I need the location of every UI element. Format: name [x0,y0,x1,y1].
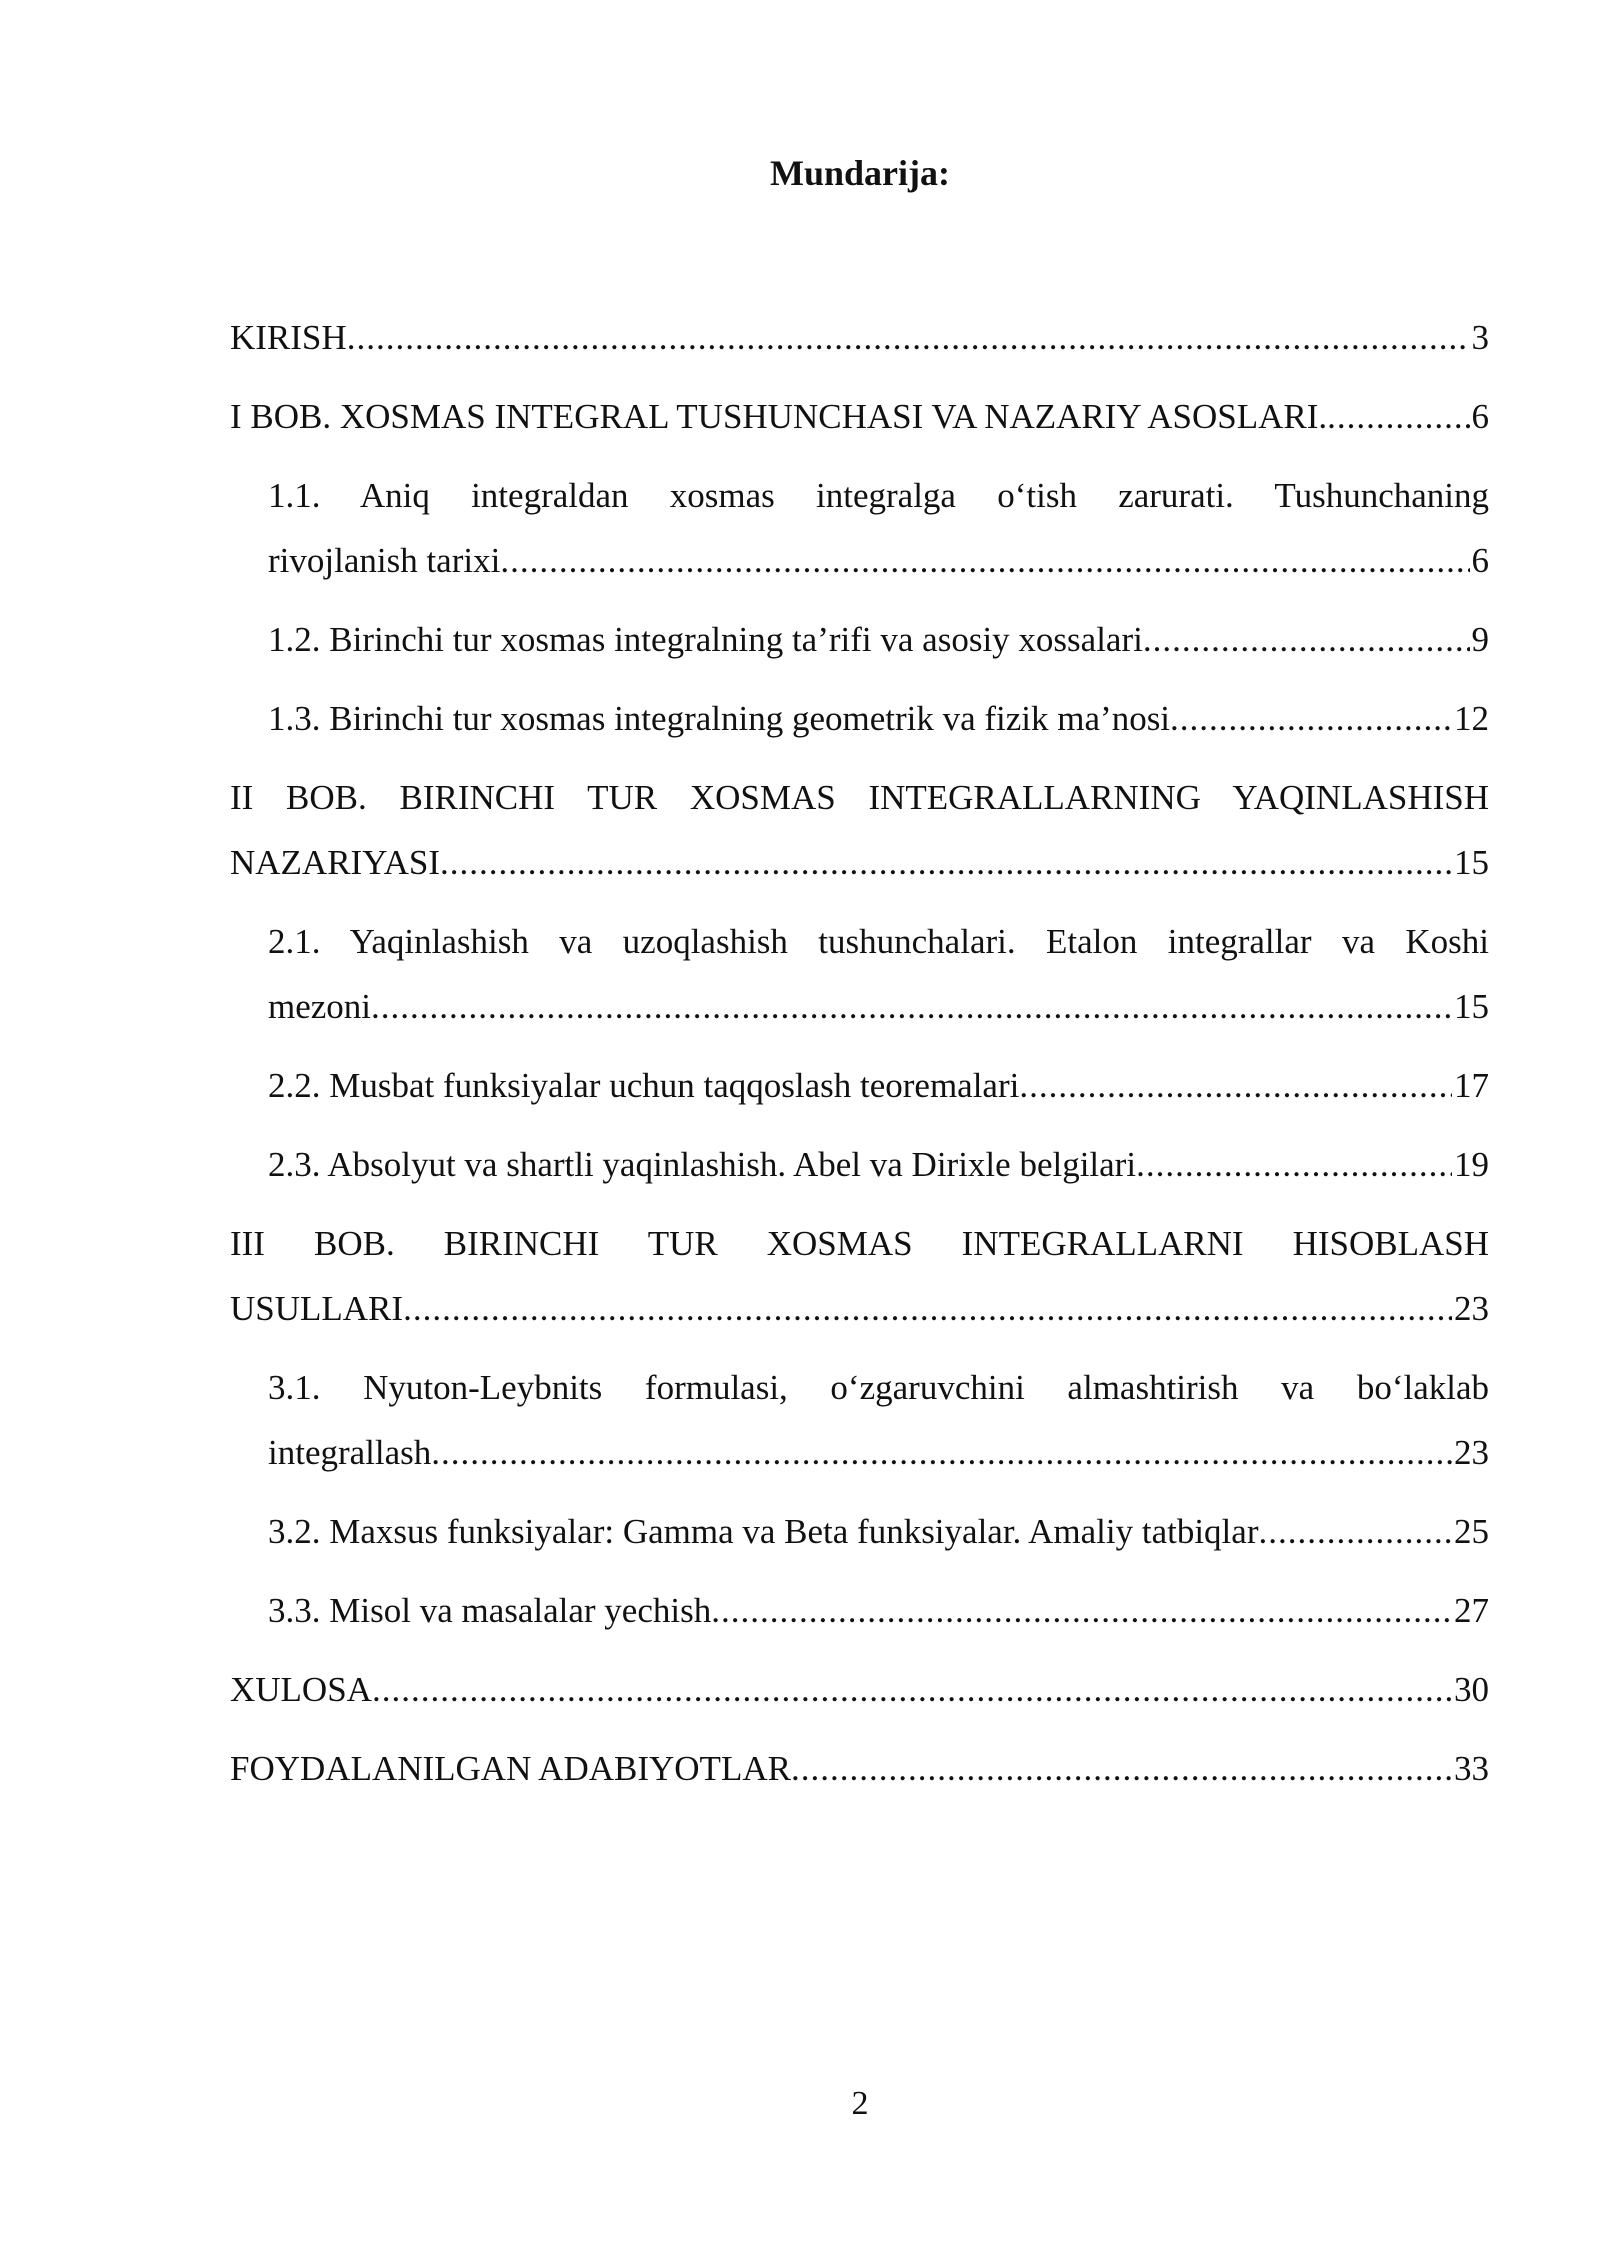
toc-subsection-entry[interactable] [268,463,1489,593]
toc-entry-title: I BOB. XOSMAS INTEGRAL TUSHUNCHASI VA NAZARIY ASOSLARI. [230,397,1328,436]
toc-page-number: 17 [1454,1066,1489,1105]
toc-page-number: 15 [1454,843,1489,882]
dot-leader [1143,607,1470,672]
toc-entry-title: XULOSA [230,1670,372,1709]
toc-entry-title: 3.3. Misol va masalalar yechish [268,1591,712,1630]
toc-page-number: 27 [1454,1591,1489,1630]
page-number: 2 [851,2085,869,2122]
dot-leader [1327,384,1469,449]
dot-leader [500,528,1469,593]
toc-page-number: 15 [1454,987,1489,1026]
toc-entry-title: integrallash [268,1433,432,1472]
toc-chapter-entry[interactable] [230,384,1489,449]
toc-page-number: 3 [1471,318,1489,357]
toc-entry-title: rivojlanish tarixi [268,541,501,580]
toc-entry-text-line: III BOB. BIRINCHI TUR XOSMAS INTEGRALLARNI HISOBLASH [230,1224,1489,1263]
toc-entry-text-line: II BOB. BIRINCHI TUR XOSMAS INTEGRALLARNING YAQINLASHISH [230,778,1489,817]
toc-page-number: 12 [1454,699,1489,738]
toc-page-number: 30 [1454,1670,1489,1709]
toc-subsection-entry[interactable] [268,607,1489,672]
dot-leader [1170,686,1452,751]
dot-leader [791,1736,1452,1801]
toc-entry-title: NAZARIYASI [230,843,440,882]
toc-page-number: 19 [1454,1145,1489,1184]
toc-subsection-entry[interactable] [268,1132,1489,1197]
dot-leader [371,974,1452,1039]
toc-chapter-entry[interactable] [230,1657,1489,1722]
toc-page-number: 6 [1471,397,1489,436]
toc-subsection-entry[interactable] [268,1053,1489,1118]
toc-entry-title: USULLARI [230,1289,404,1328]
dot-leader [1258,1499,1452,1564]
toc-chapter-entry[interactable] [230,1736,1489,1801]
toc-entry-title: mezoni [268,987,372,1026]
toc-entry-text-line: 2.1. Yaqinlashish va uzoqlashish tushunchalari. Etalon integrallar va Koshi [268,922,1489,961]
toc-subsection-entry[interactable] [268,1355,1489,1485]
toc-subsection-entry[interactable] [268,1499,1489,1564]
dot-leader [1136,1132,1452,1197]
toc-entry-text-line: 1.1. Aniq integraldan xosmas integralga o‘tish zarurati. Tushunchaning [268,476,1489,515]
dot-leader [440,830,1452,895]
dot-leader [372,1657,1452,1722]
toc-page-number: 23 [1454,1289,1489,1328]
toc-entry-title: 2.2. Musbat funksiyalar uchun taqqoslash teoremalari [268,1066,1020,1105]
toc-entry-title: KIRISH [230,318,347,357]
toc-entry-title: 3.2. Maxsus funksiyalar: Gamma va Beta funksiyalar. Amaliy tatbiqlar [268,1512,1259,1551]
toc-subsection-entry[interactable] [268,1578,1489,1643]
page-title: Mundarija: [770,153,950,193]
toc-page-number: 6 [1471,541,1489,580]
dot-leader [431,1420,1452,1485]
toc-chapter-entry[interactable] [230,305,1489,370]
toc-entry-title: 2.3. Absolyut va shartli yaqinlashish. Abel va Dirixle belgilari [268,1145,1137,1184]
toc-entry-title: 1.3. Birinchi tur xosmas integralning geometrik va fizik ma’nosi [268,699,1171,738]
toc-subsection-entry[interactable] [268,686,1489,751]
toc-chapter-entry[interactable] [230,765,1489,895]
dot-leader [403,1276,1452,1341]
table-of-contents [230,305,1489,1815]
toc-page-number: 9 [1471,620,1489,659]
toc-page-number: 23 [1454,1433,1489,1472]
toc-page-number: 33 [1454,1749,1489,1788]
dot-leader [1019,1053,1452,1118]
toc-entry-title: FOYDALANILGAN ADABIYOTLAR [230,1749,791,1788]
dot-leader [347,305,1470,370]
toc-page-number: 25 [1454,1512,1489,1551]
toc-entry-text-line: 3.1. Nyuton-Leybnits formulasi, o‘zgaruvchini almashtirish va bo‘laklab [268,1368,1489,1407]
toc-chapter-entry[interactable] [230,1211,1489,1341]
dot-leader [711,1578,1452,1643]
toc-subsection-entry[interactable] [268,909,1489,1039]
toc-entry-title: 1.2. Birinchi tur xosmas integralning ta’rifi va asosiy xossalari [268,620,1143,659]
